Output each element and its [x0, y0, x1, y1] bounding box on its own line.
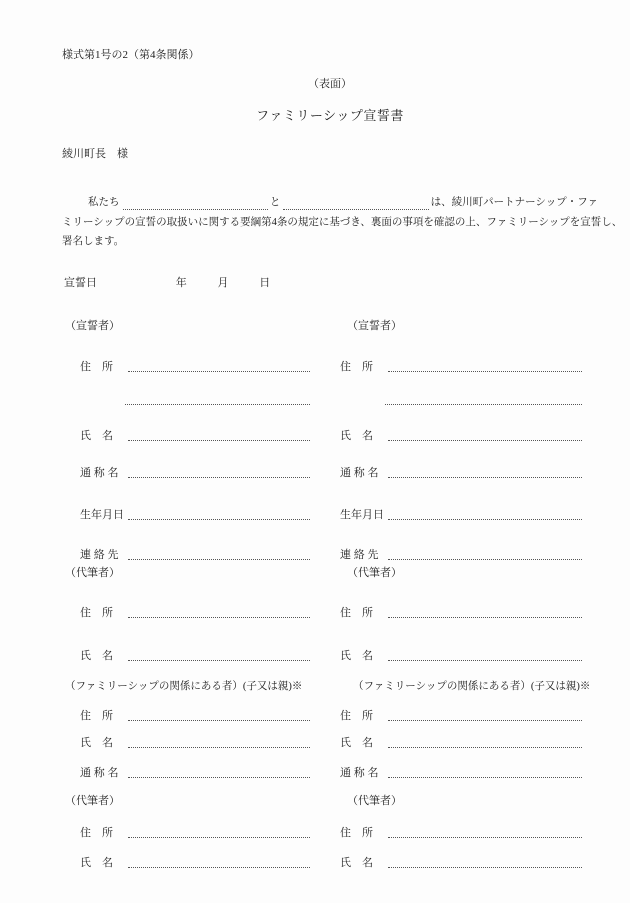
fill-line: [388, 548, 582, 560]
fill-line: [388, 826, 582, 838]
field-row: [335, 649, 584, 664]
fill-line: [128, 736, 310, 748]
fill-line: [128, 360, 310, 372]
fill-line: [128, 466, 310, 478]
field-row: [63, 736, 312, 751]
field-label: 生年月日: [80, 508, 124, 521]
field-row: [335, 736, 584, 751]
declarant-columns: [0, 319, 630, 871]
field-label: 氏 名: [80, 649, 113, 662]
fill-line: [128, 429, 310, 441]
field-row: [63, 649, 312, 664]
fill-line: [388, 360, 582, 372]
field-label: 住 所: [340, 826, 373, 839]
field-label: 氏 名: [80, 736, 113, 749]
relation-note: （ファミリーシップの関係にある者）(子又は親)※: [353, 680, 591, 692]
field-label: 氏 名: [340, 429, 373, 442]
field-label: 氏 名: [80, 429, 113, 442]
fill-line: [388, 736, 582, 748]
field-row: [63, 360, 312, 375]
pledge-text-mid: と: [269, 197, 281, 208]
field-label: 住 所: [340, 606, 373, 619]
field-label: 住 所: [80, 606, 113, 619]
fill-line: [128, 856, 310, 868]
address-continuation-row: [335, 404, 584, 408]
declarant-column-left: [63, 319, 312, 871]
field-label: 住 所: [80, 360, 113, 373]
field-label: 住 所: [80, 826, 113, 839]
declaration-date-row: [62, 276, 598, 291]
pledge-paragraph: [62, 193, 623, 252]
fill-line: [128, 649, 310, 661]
section-label: （代筆者）: [347, 794, 402, 807]
fill-line: [385, 404, 582, 405]
addressee-line: 綾川町長 様: [62, 148, 128, 160]
field-row: [63, 548, 312, 563]
fill-line: [388, 466, 582, 478]
field-label: 氏 名: [340, 649, 373, 662]
fill-line: [388, 508, 582, 520]
section-label: （代筆者）: [347, 566, 402, 579]
pledge-line-3: 署名します。: [62, 236, 125, 247]
fill-line: [128, 606, 310, 618]
date-label: 宣誓日: [64, 276, 97, 289]
field-label: 通 称 名: [340, 766, 379, 779]
fill-line: [125, 404, 310, 405]
field-label: 氏 名: [340, 736, 373, 749]
name-fill-line: [123, 193, 268, 210]
section-label: （代筆者）: [65, 794, 120, 807]
fill-line: [388, 709, 582, 721]
field-label: 連 絡 先: [80, 548, 119, 561]
field-label: 住 所: [340, 360, 373, 373]
relation-note: （ファミリーシップの関係にある者）(子又は親)※: [65, 680, 303, 692]
fill-line: [388, 856, 582, 868]
field-label: 氏 名: [340, 856, 373, 869]
field-label: 生年月日: [340, 508, 384, 521]
pledge-line-1: [62, 193, 598, 213]
field-row: [335, 360, 584, 375]
field-row: [63, 856, 312, 871]
fill-line: [128, 508, 310, 520]
field-row: [335, 709, 584, 724]
field-row: [63, 466, 312, 481]
field-row: [335, 826, 584, 841]
field-row: [335, 606, 584, 621]
day-label: 日: [259, 276, 271, 289]
field-row: [63, 508, 312, 523]
form-content: [0, 48, 630, 291]
name-fill-line: [283, 193, 428, 210]
field-label: 連 絡 先: [340, 548, 379, 561]
field-label: 通 称 名: [340, 466, 379, 479]
fill-line: [128, 826, 310, 838]
year-label: 年: [175, 276, 187, 289]
field-row: [63, 826, 312, 841]
style-number: 様式第1号の2（第4条関係）: [62, 49, 200, 61]
field-row: [335, 429, 584, 444]
pledge-line-2: ミリーシップの宣誓の取扱いに関する要綱第4条の規定に基づき、裏面の事項を確認の上、ファミリーシップを宣誓し、: [62, 216, 623, 228]
first-line-indent: [62, 193, 88, 213]
field-label: 通 称 名: [80, 466, 119, 479]
pledge-text-pre: 私たち: [88, 197, 120, 208]
field-row: [335, 466, 584, 481]
field-row: [63, 429, 312, 444]
field-row: [63, 709, 312, 724]
fill-line: [128, 709, 310, 721]
form-title: ファミリーシップ宣誓書: [256, 108, 404, 123]
address-continuation-row: [63, 404, 312, 408]
field-row: [335, 856, 584, 871]
fill-line: [388, 649, 582, 661]
section-label: （代筆者）: [65, 566, 120, 579]
fill-line: [388, 429, 582, 441]
fill-line: [128, 548, 310, 560]
section-label: （宣誓者）: [65, 319, 120, 332]
field-row: [335, 548, 584, 563]
fill-line: [128, 766, 310, 778]
field-row: [63, 766, 312, 781]
field-row: [335, 508, 584, 523]
month-label: 月: [217, 276, 229, 289]
field-label: 通 称 名: [80, 766, 119, 779]
field-label: 住 所: [80, 709, 113, 722]
fill-line: [388, 606, 582, 618]
field-label: 氏 名: [80, 856, 113, 869]
section-label: （宣誓者）: [347, 319, 402, 332]
field-label: 住 所: [340, 709, 373, 722]
field-row: [63, 606, 312, 621]
declarant-column-right: [335, 319, 591, 871]
fill-line: [388, 766, 582, 778]
pledge-text-post: は、綾川町パートナーシップ・ファ: [430, 197, 598, 208]
page-side-label: （表面）: [308, 78, 352, 90]
field-row: [335, 766, 584, 781]
